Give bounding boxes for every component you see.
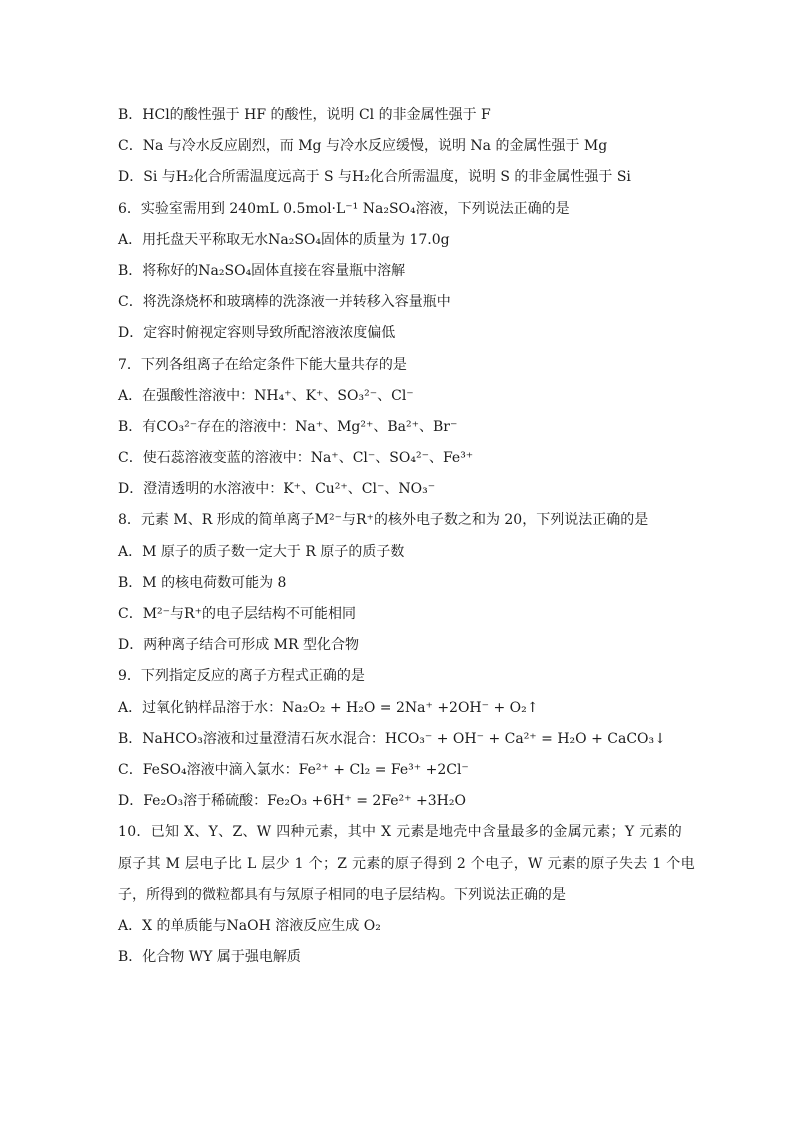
question-10-line-2: 原子其 M 层电子比 L 层少 1 个；Z 元素的原子得到 2 个电子，W 元素的原子失去 1 个电 [118, 855, 695, 872]
option-b-q9: B．NaHCO₃溶液和过量澄清石灰水混合：HCO₃⁻ + OH⁻ + Ca²⁺ = H₂O + CaCO₃↓ [118, 730, 666, 747]
option-d-q7: D．澄清透明的水溶液中：K⁺、Cu²⁺、Cl⁻、NO₃⁻ [118, 481, 436, 498]
option-a-q8: A．M 原子的质子数一定大于 R 原子的质子数 [118, 543, 405, 560]
question-8: 8．元素 M、R 形成的简单离子M²⁻与R⁺的核外电子数之和为 20，下列说法正确的是 [118, 512, 649, 529]
question-9: 9．下列指定反应的离子方程式正确的是 [118, 668, 365, 685]
question-10-line-3: 子，所得到的微粒都具有与氖原子相同的电子层结构。下列说法正确的是 [118, 886, 566, 903]
question-10-line-1: 10．已知 X、Y、Z、W 四种元素，其中 X 元素是地壳中含量最多的金属元素；Y 元素的 [118, 824, 683, 841]
option-c-q5: C．Na 与冷水反应剧烈，而 Mg 与冷水反应缓慢，说明 Na 的金属性强于 Mg [118, 138, 608, 155]
question-6: 6．实验室需用到 240mL 0.5mol·L⁻¹ Na₂SO₄溶液，下列说法正确的是 [118, 200, 570, 217]
option-c-q6: C．将洗涤烧杯和玻璃棒的洗涤液一并转移入容量瓶中 [118, 294, 451, 311]
option-b-q5: B．HCl的酸性强于 HF 的酸性，说明 Cl 的非金属性强于 F [118, 107, 491, 123]
option-d-q5: D．Si 与H₂化合所需温度远高于 S 与H₂化合所需温度，说明 S 的非金属性强于 Si [118, 169, 631, 186]
option-d-q8: D．两种离子结合可形成 MR 型化合物 [118, 637, 360, 654]
option-a-q9: A．过氧化钠样品溶于水：Na₂O₂ + H₂O = 2Na⁺ +2OH⁻ + O₂↑ [118, 699, 539, 716]
option-c-q9: C．FeSO₄溶液中滴入氯水：Fe²⁺ + Cl₂ = Fe³⁺ +2Cl⁻ [118, 761, 469, 778]
option-a-q10: A．X 的单质能与NaOH 溶液反应生成 O₂ [118, 917, 381, 934]
question-7: 7．下列各组离子在给定条件下能大量共存的是 [118, 356, 407, 373]
option-c-q8: C．M²⁻与R⁺的电子层结构不可能相同 [118, 606, 356, 622]
option-c-q7: C．使石蕊溶液变蓝的溶液中：Na⁺、Cl⁻、SO₄²⁻、Fe³⁺ [118, 450, 474, 467]
option-b-q7: B．有CO₃²⁻存在的溶液中：Na⁺、Mg²⁺、Ba²⁺、Br⁻ [118, 418, 458, 435]
option-a-q7: A．在强酸性溶液中：NH₄⁺、K⁺、SO₃²⁻、Cl⁻ [118, 387, 414, 404]
option-d-q9: D．Fe₂O₃溶于稀硫酸：Fe₂O₃ +6H⁺ = 2Fe²⁺ +3H₂O [118, 793, 466, 810]
option-d-q6: D．定容时俯视定容则导致所配溶液浓度偏低 [118, 325, 396, 342]
option-b-q6: B．将称好的Na₂SO₄固体直接在容量瓶中溶解 [118, 262, 406, 279]
option-a-q6: A．用托盘天平称取无水Na₂SO₄固体的质量为 17.0g [118, 231, 450, 248]
option-b-q8: B．M 的核电荷数可能为 8 [118, 574, 287, 591]
option-b-q10: B．化合物 WY 属于强电解质 [118, 949, 301, 966]
